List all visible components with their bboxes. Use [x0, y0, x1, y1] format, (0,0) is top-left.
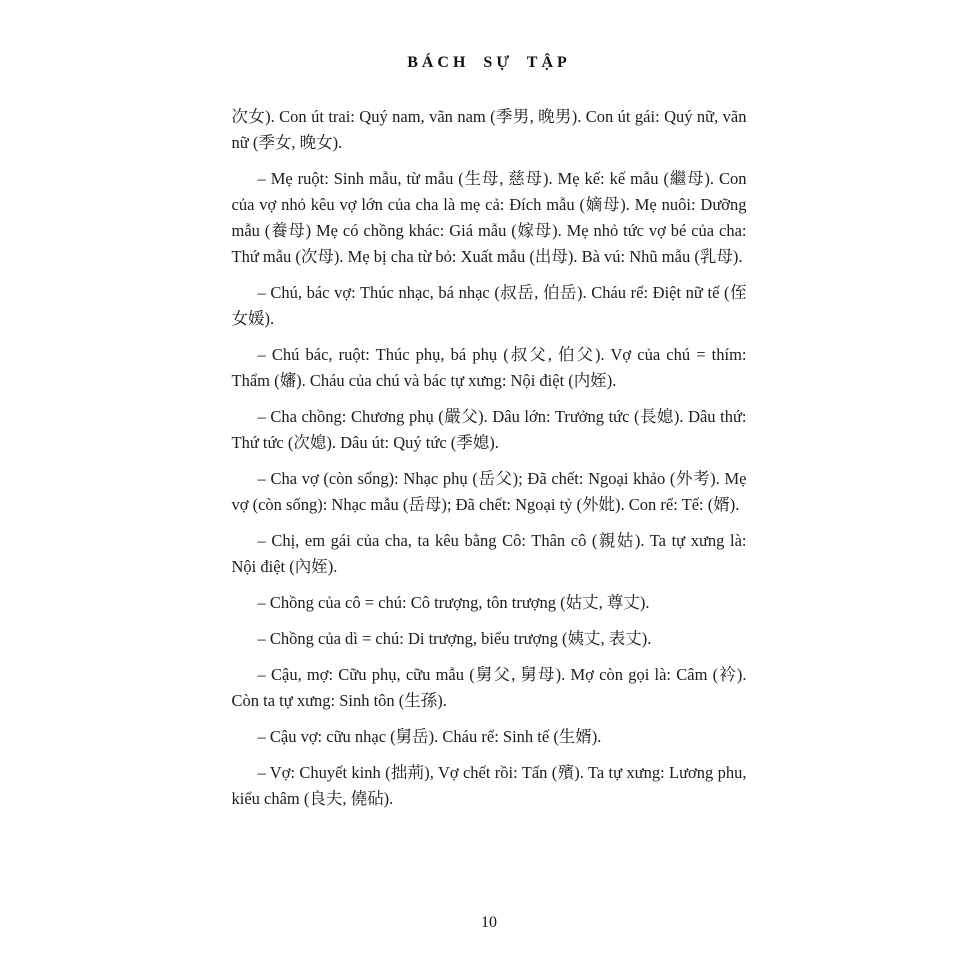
paragraph: – Chị, em gái của cha, ta kêu bằng Cô: Thân cô (親姑). Ta tự xưng là: Nội điệt (內姪). [231, 531, 747, 576]
paragraph: – Vợ: Chuyết kinh (拙荊), Vợ chết rồi: Tấn (殯). Ta tự xưng: Lương phu, kiểu châm (良夫, 僥砧). [231, 763, 747, 808]
paragraph: 次女). Con út trai: Quý nam, vãn nam (季男, 晚男). Con út gái: Quý nữ, vãn nữ (季女, 晚女). [231, 107, 747, 152]
paragraph: – Cậu, mợ: Cữu phụ, cữu mẫu (舅父, 舅母). Mợ còn gọi là: Câm (衿). Còn ta tự xưng: Sinh tôn (生孫). [231, 665, 747, 710]
paragraph: – Chú, bác vợ: Thúc nhạc, bá nhạc (叔岳, 伯岳). Cháu rể: Điệt nữ tế (侄女媛). [231, 283, 747, 328]
page-number: 10 [481, 914, 497, 931]
paragraph: – Chồng của cô = chú: Cô trượng, tôn trượng (姑丈, 尊丈). [257, 593, 650, 612]
paragraph: – Cha vợ (còn sống): Nhạc phụ (岳父); Đã chết: Ngoại khảo (外考). Mẹ vợ (còn sống): Nhạc mẫu (岳母); Đã chết: Ngoại tỷ (外妣). Con rể: Tế: (婿). [231, 469, 747, 514]
paragraph: – Mẹ ruột: Sinh mẫu, từ mẫu (生母, 慈母). Mẹ kế: kế mẫu (繼母). Con của vợ nhỏ kêu vợ lớn của cha là mẹ cả: Đích mẫu (嫡母). Mẹ nuôi: Dưỡng mẫu (養母) Mẹ có chồng khác: Giá mẫu (嫁母). Mẹ nhỏ tức vợ bé của cha: Thứ mẫu (次母). Mẹ bị cha từ bỏ: Xuất mẫu (出母). Bà vú: Nhũ mẫu (乳母). [231, 169, 747, 266]
paragraph: – Chú bác, ruột: Thúc phụ, bá phụ (叔父, 伯父). Vợ của chú = thím: Thẩm (嬸). Cháu của chú và bác tự xưng: Nội điệt (内姪). [231, 345, 747, 390]
paragraph: – Chồng của dì = chú: Di trượng, biểu trượng (姨丈, 表丈). [257, 629, 652, 648]
page-header-title: BÁCH SỰ TẬP [407, 54, 571, 71]
paragraph: – Cậu vợ: cữu nhạc (舅岳). Cháu rể: Sinh tế (生婿). [257, 727, 602, 746]
paragraph: – Cha chồng: Chương phụ (嚴父). Dâu lớn: Trưởng tức (長媳). Dâu thứ: Thứ tức (次媳). Dâu út: Quý tức (季媳). [231, 407, 747, 452]
page-content [232, 104, 747, 812]
